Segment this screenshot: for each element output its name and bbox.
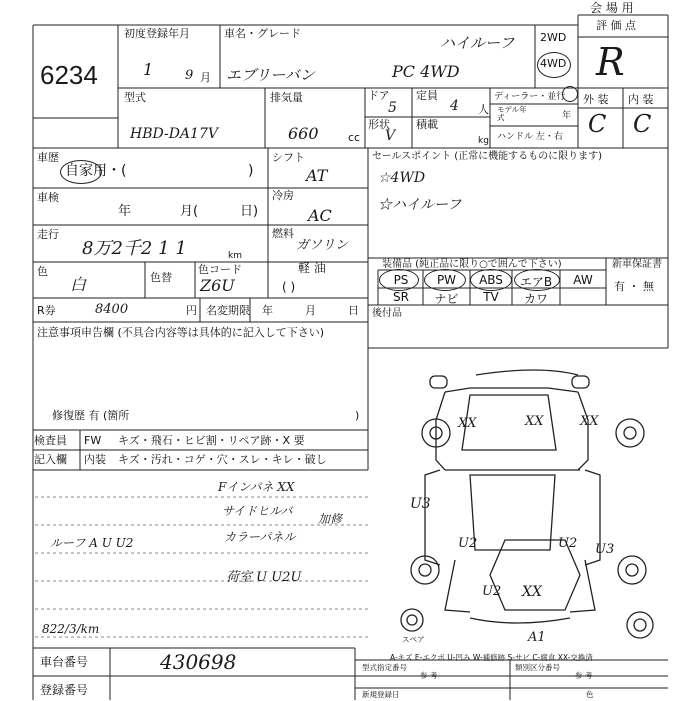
- dealer-circle: [562, 86, 578, 102]
- mark-right-side: U3: [595, 542, 615, 557]
- color-label: 色: [37, 265, 48, 278]
- yen-unit: 円: [186, 304, 197, 317]
- nc-month: 月: [305, 304, 316, 317]
- mark-rear-left: U2: [482, 584, 502, 599]
- equip-sr: SR: [393, 290, 409, 304]
- venue-label: 会 場 用: [590, 1, 634, 15]
- mark-front-left: XX: [458, 416, 477, 431]
- int-items: キズ・汚れ・コゲ・穴・スレ・キレ・破し: [118, 453, 327, 466]
- chassis-label: 車台番号: [40, 655, 89, 669]
- mark-hood: XX: [525, 414, 544, 429]
- fuel-value: ガソリン: [296, 238, 349, 253]
- int-label: 内装: [84, 453, 106, 466]
- kg-unit: kg: [478, 136, 489, 146]
- diagram-legend: A-キズ E-エクボ U-凹み W-補修跡 S-サビ C-腐食 XX-交換済: [390, 653, 593, 662]
- fuel-label: 燃料: [272, 227, 294, 240]
- new-reg-label: 新規登録日: [362, 690, 400, 699]
- equip-abs: ABS: [479, 273, 503, 287]
- color-code-value: Z6U: [200, 276, 235, 295]
- footer-color-label: 色: [586, 690, 594, 699]
- repair-close: ): [355, 409, 360, 422]
- color-change-label: 色替: [150, 271, 172, 284]
- equip-aw: AW: [573, 273, 593, 287]
- equip-tv: TV: [483, 290, 499, 304]
- year-unit: 年: [562, 111, 572, 121]
- ac-value: AC: [308, 206, 332, 225]
- equip-leather: カワ: [523, 292, 548, 306]
- notes-label: 注意事項申告欄 (不具合内容等は具体的に記入して下さい): [37, 326, 325, 339]
- sales-label: セールスポイント (正常に機能するものに限ります): [372, 151, 603, 162]
- mark-left-side: U3: [410, 496, 431, 512]
- repair-label: 修復歴 有 (箇所: [52, 409, 130, 422]
- name-value: エブリーバン: [226, 66, 315, 84]
- pw-circle: [424, 269, 466, 291]
- shift-value: AT: [306, 166, 328, 185]
- warranty-value: 有 ・ 無: [614, 280, 654, 293]
- sales-point-2: ☆ハイルーフ: [378, 197, 462, 213]
- abs-circle: [470, 269, 512, 291]
- doors-label: ドア: [368, 89, 390, 102]
- first-reg-year: 1: [143, 60, 154, 79]
- grade-value: R: [596, 40, 625, 84]
- lot-number: 6234: [40, 60, 98, 90]
- model-label: 型式: [124, 91, 146, 104]
- inspection-year: 年: [118, 204, 132, 219]
- note-5: ルーフ A U U2: [50, 536, 134, 550]
- mark-left-door: U2: [458, 536, 478, 551]
- model-value: HBD-DA17V: [130, 126, 218, 142]
- note-4: 加修: [318, 512, 343, 526]
- shape-label: 形状: [368, 118, 390, 131]
- diesel-label: 軽 油: [298, 261, 326, 275]
- interior-grade: C: [633, 110, 652, 138]
- equip-pw: PW: [436, 273, 457, 287]
- wd4-circle: [537, 52, 571, 78]
- interior-label: 内 装: [628, 93, 654, 106]
- class-label: 類別区分番号: [515, 663, 560, 672]
- displacement-value: 660: [288, 124, 319, 143]
- exterior-grade: C: [588, 110, 607, 138]
- equipment-label: 装備品 (純正品に限り○で囲んで下さい): [382, 259, 562, 270]
- usage-value: 自家用・(: [65, 163, 127, 179]
- first-reg-month: 9: [185, 68, 194, 83]
- sales-point-1: ☆4WD: [378, 170, 426, 186]
- mark-front-right: XX: [580, 414, 599, 429]
- entry-label: 記入欄: [34, 453, 67, 466]
- note-7: 822/3/km: [42, 622, 100, 636]
- type-spec-label: 型式指定番号: [362, 663, 407, 672]
- chassis-value: 430698: [160, 650, 237, 674]
- shift-label: シフト: [272, 151, 305, 164]
- usage-label: 車歴: [37, 151, 59, 164]
- first-reg-label: 初度登録年月: [124, 27, 190, 40]
- km-unit: km: [228, 251, 242, 261]
- capacity-value: 4: [450, 98, 459, 114]
- name-change-label: 名変期限: [206, 304, 250, 317]
- exterior-label: 外 装: [583, 93, 609, 106]
- inspector-label: 検査員: [34, 434, 67, 447]
- wd4-label: 4WD: [540, 57, 567, 70]
- equip-ps: PS: [393, 273, 409, 287]
- shape-value: V: [385, 128, 396, 144]
- color-value: 白: [70, 275, 87, 294]
- reg-label: 登録番号: [40, 683, 89, 697]
- grade-label: 評 価 点: [596, 19, 636, 32]
- usage-close: ): [248, 163, 254, 179]
- note-3: カラーパネル: [224, 530, 296, 544]
- nc-year: 年: [262, 304, 273, 317]
- fw-items: キズ・飛石・ヒビ割・リペア跡・X 要: [118, 434, 305, 447]
- rken-label: R券: [37, 304, 56, 317]
- inspection-label: 車検: [37, 191, 59, 204]
- cc-unit: cc: [348, 131, 361, 144]
- note-2: サイドヒルバ: [222, 504, 293, 518]
- wd2-label: 2WD: [540, 31, 567, 44]
- inspection-month: 月(: [180, 204, 199, 219]
- inspection-day: 日): [240, 204, 259, 219]
- note-1: Fインパネ XX: [218, 480, 295, 494]
- doors-value: 5: [388, 100, 397, 116]
- equip-airbag: エアB: [519, 275, 553, 289]
- displacement-label: 排気量: [270, 91, 303, 104]
- name-label: 車名・グレード: [224, 27, 301, 40]
- mileage-value: 8万2千2 1 1: [82, 238, 187, 259]
- ref-right: 参 考: [575, 671, 593, 680]
- handle-label: ハンドル 左・右: [497, 132, 563, 142]
- fuel-paren: ( ): [282, 280, 296, 294]
- spare-label: スペア: [402, 635, 425, 644]
- aftermarket-label: 後付品: [372, 308, 402, 319]
- note-6: 荷室 U U2U: [226, 570, 302, 585]
- ref-left: 参 考: [420, 671, 438, 680]
- mark-rear-bumper: A1: [528, 630, 546, 645]
- grade-note: ハイルーフ: [440, 34, 515, 52]
- ac-label: 冷房: [272, 189, 294, 202]
- mileage-label: 走行: [37, 228, 59, 241]
- ps-circle: [379, 269, 419, 291]
- rken-value: 8400: [95, 302, 129, 317]
- airbag-circle: [514, 269, 560, 291]
- equip-navi: ナビ: [434, 292, 459, 306]
- dealer-label: ディーラー・並行: [494, 92, 566, 102]
- warranty-label: 新車保証書: [612, 259, 662, 270]
- color-code-label: 色コード: [198, 263, 242, 276]
- grade-model: PC 4WD: [392, 62, 460, 81]
- load-label: 積載: [416, 118, 438, 131]
- model-year-label: モデル年式: [497, 105, 527, 122]
- capacity-label: 定員: [416, 89, 438, 102]
- nc-day: 日: [348, 304, 359, 317]
- mark-rear: XX: [522, 584, 542, 600]
- capacity-unit: 人: [478, 103, 489, 116]
- fw-label: FW: [84, 434, 102, 447]
- month-unit: 月: [200, 71, 211, 84]
- mark-right-door: U2: [558, 536, 578, 551]
